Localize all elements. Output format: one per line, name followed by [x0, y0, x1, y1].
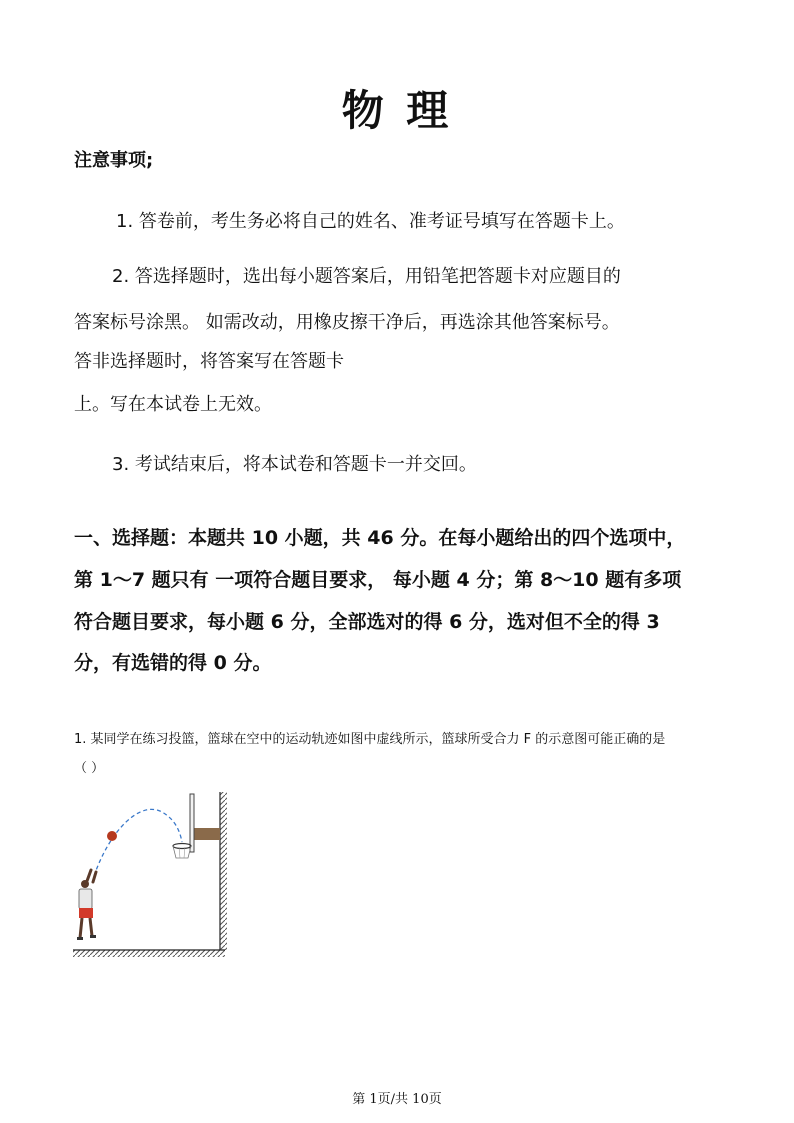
basketball: [107, 831, 117, 841]
note-2-line-4: 上。写在本试卷上无效。: [74, 394, 272, 415]
backboard: [190, 794, 194, 852]
question-1-blank: （ ）: [74, 761, 105, 776]
hoop-rim: [173, 844, 191, 849]
note-3-line-1: 3. 考试结束后，将本试卷和答题卡一并交回。: [112, 454, 477, 475]
trajectory-curve: [94, 809, 182, 876]
wall-hatch: [220, 792, 227, 950]
page-footer: 第 1页/共 10页: [352, 1092, 442, 1107]
note-2-line-2: 答案标号涂黑。 如需改动，用橡皮擦干净后，再选涂其他答案标号。: [74, 312, 620, 333]
section-1-line-4: 分，有选错的得 0 分。: [74, 652, 272, 674]
note-2-line-3: 答非选择题时，将答案写在答题卡: [74, 351, 344, 372]
player-figure: [77, 870, 96, 940]
section-1-line-2: 第 1～7 题只有 一项符合题目要求， 每小题 4 分；第 8～10 题有多项: [74, 569, 682, 591]
question-1-text: 1. 某同学在练习投篮，篮球在空中的运动轨迹如图中虚线所示，篮球所受合力 F 的示意图可能正确的是: [74, 732, 666, 747]
section-1-line-3: 符合题目要求，每小题 6 分，全部选对的得 6 分，选对但不全的得 3: [74, 611, 660, 633]
page-title: 物 理: [341, 86, 453, 135]
note-1-line-1: 1. 答卷前，考生务必将自己的姓名、准考证号填写在答题卡上。: [116, 211, 625, 232]
basketball-shot-diagram: [70, 790, 235, 962]
backboard-support: [194, 828, 220, 840]
notice-heading: 注意事项;: [74, 150, 154, 171]
ground-hatch: [73, 950, 225, 957]
section-1-line-1: 一、选择题：本题共 10 小题，共 46 分。在每小题给出的四个选项中，: [74, 527, 686, 549]
note-2-line-1: 2. 答选择题时，选出每小题答案后，用铅笔把答题卡对应题目的: [112, 266, 621, 287]
